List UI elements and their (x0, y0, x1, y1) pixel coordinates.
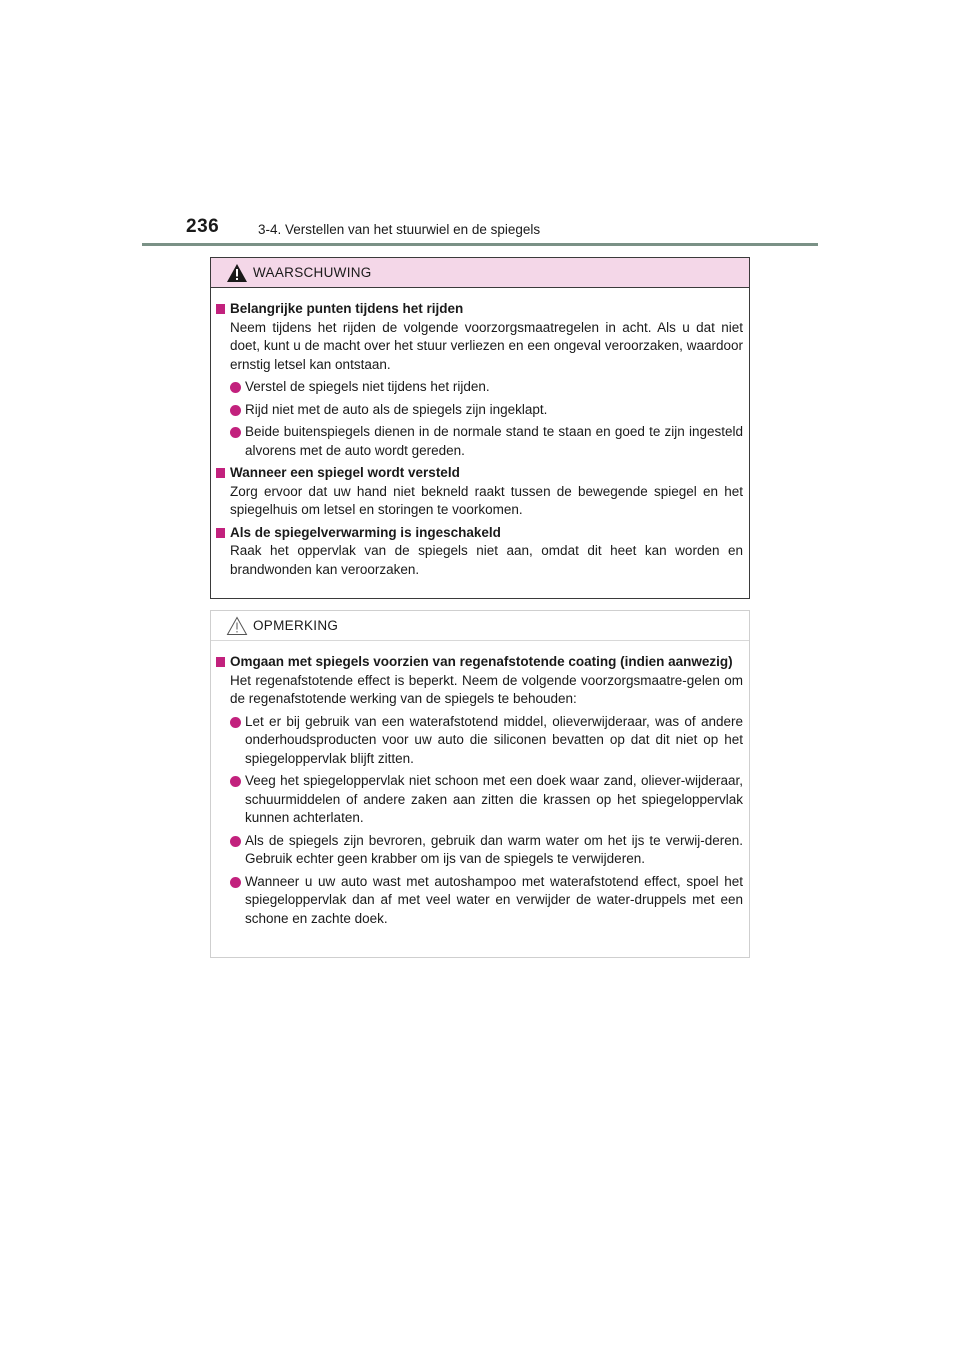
warning-triangle-filled-icon (226, 263, 248, 283)
header-rule (142, 243, 818, 246)
bullet-text: Rijd niet met de auto als de spiegels zijn ingeklapt. (245, 401, 548, 417)
warning-item (216, 524, 743, 580)
item-text: Raak het oppervlak van de spiegels niet aan, omdat dit heet kan worden en brandwonden kan veroorzaken. (230, 543, 743, 577)
item-text: Zorg ervoor dat uw hand niet bekneld raakt tussen de bewegende spiegel en het spiegelhuis om letsel en storingen te voorkomen. (230, 483, 743, 517)
bullet-text: Let er bij gebruik van een waterafstotend middel, olieverwijderaar, was of andere onderhoudsproducten voor uw auto die siliconen bevatten op dat dit niet op het spiegeloppervlak blijft zitten. (245, 713, 743, 766)
section-marker (216, 657, 225, 667)
section-marker (216, 304, 225, 314)
warning-box (210, 257, 750, 599)
warning-title: WAARSCHUWING (253, 265, 372, 280)
bullet-item (216, 873, 743, 929)
notice-title: OPMERKING (253, 618, 339, 633)
bullet-dot (230, 427, 241, 438)
bullet-dot (230, 776, 241, 787)
page-number: 236 (186, 216, 220, 237)
notice-item (216, 653, 743, 928)
item-heading: Als de spiegelverwarming is ingeschakeld (230, 524, 501, 540)
notice-header (211, 611, 749, 641)
bullet-text: Beide buitenspiegels dienen in de normale stand te staan en goed te zijn ingesteld alvorens met de auto wordt gereden. (245, 424, 743, 458)
warning-body (211, 288, 749, 579)
bullet-item (216, 378, 743, 397)
bullet-text: Wanneer u uw auto wast met autoshampoo met waterafstotend effect, spoel het spiegeloppervlak dan af met veel water en verwijder de water-druppels met een schone en zachte doek. (245, 873, 743, 926)
item-text: Neem tijdens het rijden de volgende voorzorgsmaatregelen in acht. Als u dat niet doet, kunt u de macht over het stuur verliezen en een ongeval veroorzaken, waardoor ernstig letsel kan ontstaan. (230, 319, 743, 372)
warning-item (216, 464, 743, 520)
bullet-item (216, 772, 743, 828)
bullet-dot (230, 382, 241, 393)
bullet-dot (230, 405, 241, 416)
bullet-item (216, 832, 743, 869)
item-heading: Belangrijke punten tijdens het rijden (230, 301, 464, 316)
bullet-text: Als de spiegels zijn bevroren, gebruik dan warm water om het ijs te verwij-deren. Gebruik echter geen krabber om ijs van de spiegels te verwijderen. (245, 832, 743, 866)
bullet-item (216, 423, 743, 460)
section-title: 3-4. Verstellen van het stuurwiel en de spiegels (258, 222, 541, 237)
notice-box (210, 610, 750, 958)
caution-triangle-outline-icon (226, 616, 248, 636)
section-marker (216, 468, 225, 478)
section-marker (216, 528, 225, 538)
notice-body (211, 641, 749, 928)
item-heading: Omgaan met spiegels voorzien van regenafstotende coating (indien aanwezig) (230, 654, 733, 669)
bullet-item (216, 401, 743, 420)
bullet-item (216, 713, 743, 769)
warning-item (216, 300, 743, 460)
bullet-dot (230, 717, 241, 728)
bullet-text: Verstel de spiegels niet tijdens het rijden. (245, 379, 490, 394)
bullet-dot (230, 836, 241, 847)
bullet-text: Veeg het spiegeloppervlak niet schoon met een doek waar zand, oliever-wijderaar, schuurmiddelen of andere zaken aan zitten die krassen op het spiegeloppervlak kunnen achterlaten. (245, 773, 743, 825)
item-text: Het regenafstotende effect is beperkt. Neem de volgende voorzorgsmaatre-gelen om de regenafstotende werking van de spiegels te behouden: (230, 672, 743, 706)
bullet-dot (230, 877, 241, 888)
warning-header (211, 258, 749, 288)
item-heading: Wanneer een spiegel wordt versteld (230, 465, 460, 480)
